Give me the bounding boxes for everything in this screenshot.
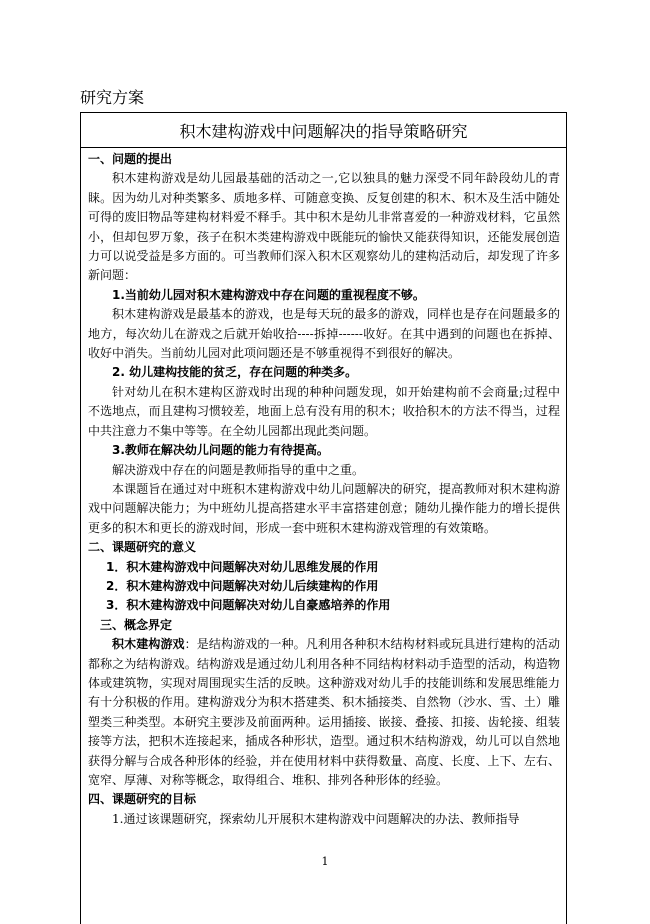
section-2-item-2: 2．积木建构游戏中问题解决对幼儿后续建构的作用 — [106, 578, 379, 593]
title-divider — [81, 147, 566, 148]
section-4-paragraph-1: 1.通过该课题研究，探索幼儿开展积木建构游戏中问题解决的办法、教师指导 — [112, 811, 520, 826]
document-body — [88, 150, 560, 829]
section-3-paragraph — [88, 635, 560, 790]
section-1-paragraph-5: 本课题旨在通过对中班积木建构游戏中幼儿问题解决的研究，提高教师对积木建构游戏中问题解决能力；为中班幼儿提高搭建水平丰富搭建创意；随幼儿操作能力的增长提供更多的积木和更长的游戏时间，形成一套中班积木建构游戏管理的有效策略。 — [88, 481, 560, 535]
section-2-item-1: 1．积木建构游戏中问题解决对幼儿思维发展的作用 — [106, 559, 379, 574]
document-title: 积木建构游戏中问题解决的指导策略研究 — [179, 122, 468, 141]
section-1-paragraph-3: 针对幼儿在积木建构区游戏时出现的种种问题发现，如开始建构前不会商量;过程中不选地点，而且建构习惯较差，地面上总有没有用的积木；收拾积木的方法不得当，过程中共注意力不集中等等。在全幼儿园都出现此类问题。 — [88, 384, 560, 438]
section-1-paragraph-4: 解决游戏中存在的问题是教师指导的重中之重。 — [112, 462, 365, 477]
document-table — [80, 112, 567, 924]
concept-term: 积木建构游戏 — [112, 637, 185, 652]
section-1-point-3: 3.教师在解决幼儿问题的能力有待提高。 — [112, 443, 329, 458]
section-1-title: 一、问题的提出 — [88, 152, 173, 166]
page-number: 1 — [321, 855, 329, 868]
section-3-title: 三、概念界定 — [100, 617, 173, 632]
page-heading: 研究方案 — [80, 88, 145, 107]
section-2-title: 二、课题研究的意义 — [88, 540, 197, 555]
section-1-point-2: 2. 幼儿建构技能的贫乏，存在问题的种类多。 — [112, 365, 358, 380]
section-1-point-1: 1.当前幼儿园对积木建构游戏中存在问题的重视程度不够。 — [112, 287, 425, 302]
section-1-paragraph-1: 积木建构游戏是幼儿园最基础的活动之一,它以独具的魅力深受不同年龄段幼儿的青睐。因为幼儿对种类繁多、质地多样、可随意变换、反复创建的积木、积木及生活中随处可得的废旧物品等建构材料爱不释手。其中积木是幼儿非常喜爱的一种游戏材料，它虽然小，但却包罗万象，孩子在积木类建构游戏中既能玩的愉快又能获得知识，还能发展创造力可以说受益是多方面的。可当教师们深入积木区观察幼儿的建构活动后，却发现了许多新问题： — [88, 171, 560, 283]
concept-definition: ：是结构游戏的一种。凡利用各种积木结构材料或玩具进行建构的活动都称之为结构游戏。结构游戏是通过幼儿利用各种不同结构材料动手造型的活动，构造物体或建筑物，实现对周围现实生活的反映。这种游戏对幼儿手的技能训练和发展思维能力有十分积极的作用。建构游戏分为积木搭建类、积木插接类、自然物（沙水、雪、土）雕塑类三种类型。本研究主要涉及前面两种。运用插接、嵌接、叠接、扣接、齿轮接、组装接等方法，把积木连接起来，插成各种形状，造型。通过积木结构游戏，幼儿可以自然地获得分解与合成各种形体的经验，并在使用材料中获得数量、高度、长度、上下、左右、宽窄、厚薄、对称等概念，取得组合、堆积、排列各种形体的经验。 — [88, 637, 560, 787]
section-4-title: 四、课题研究的目标 — [88, 792, 197, 807]
section-2-item-3: 3．积木建构游戏中问题解决对幼儿自豪感培养的作用 — [106, 598, 391, 613]
section-1-paragraph-2: 积木建构游戏是最基本的游戏，也是每天玩的最多的游戏，同样也是存在问题最多的地方，每次幼儿在游戏之后就开始收拾----拆掉------收好。在其中遇到的问题也在拆掉、收好中消失。当前幼儿园对此项问题还是不够重视得不到很好的解决。 — [88, 307, 560, 361]
